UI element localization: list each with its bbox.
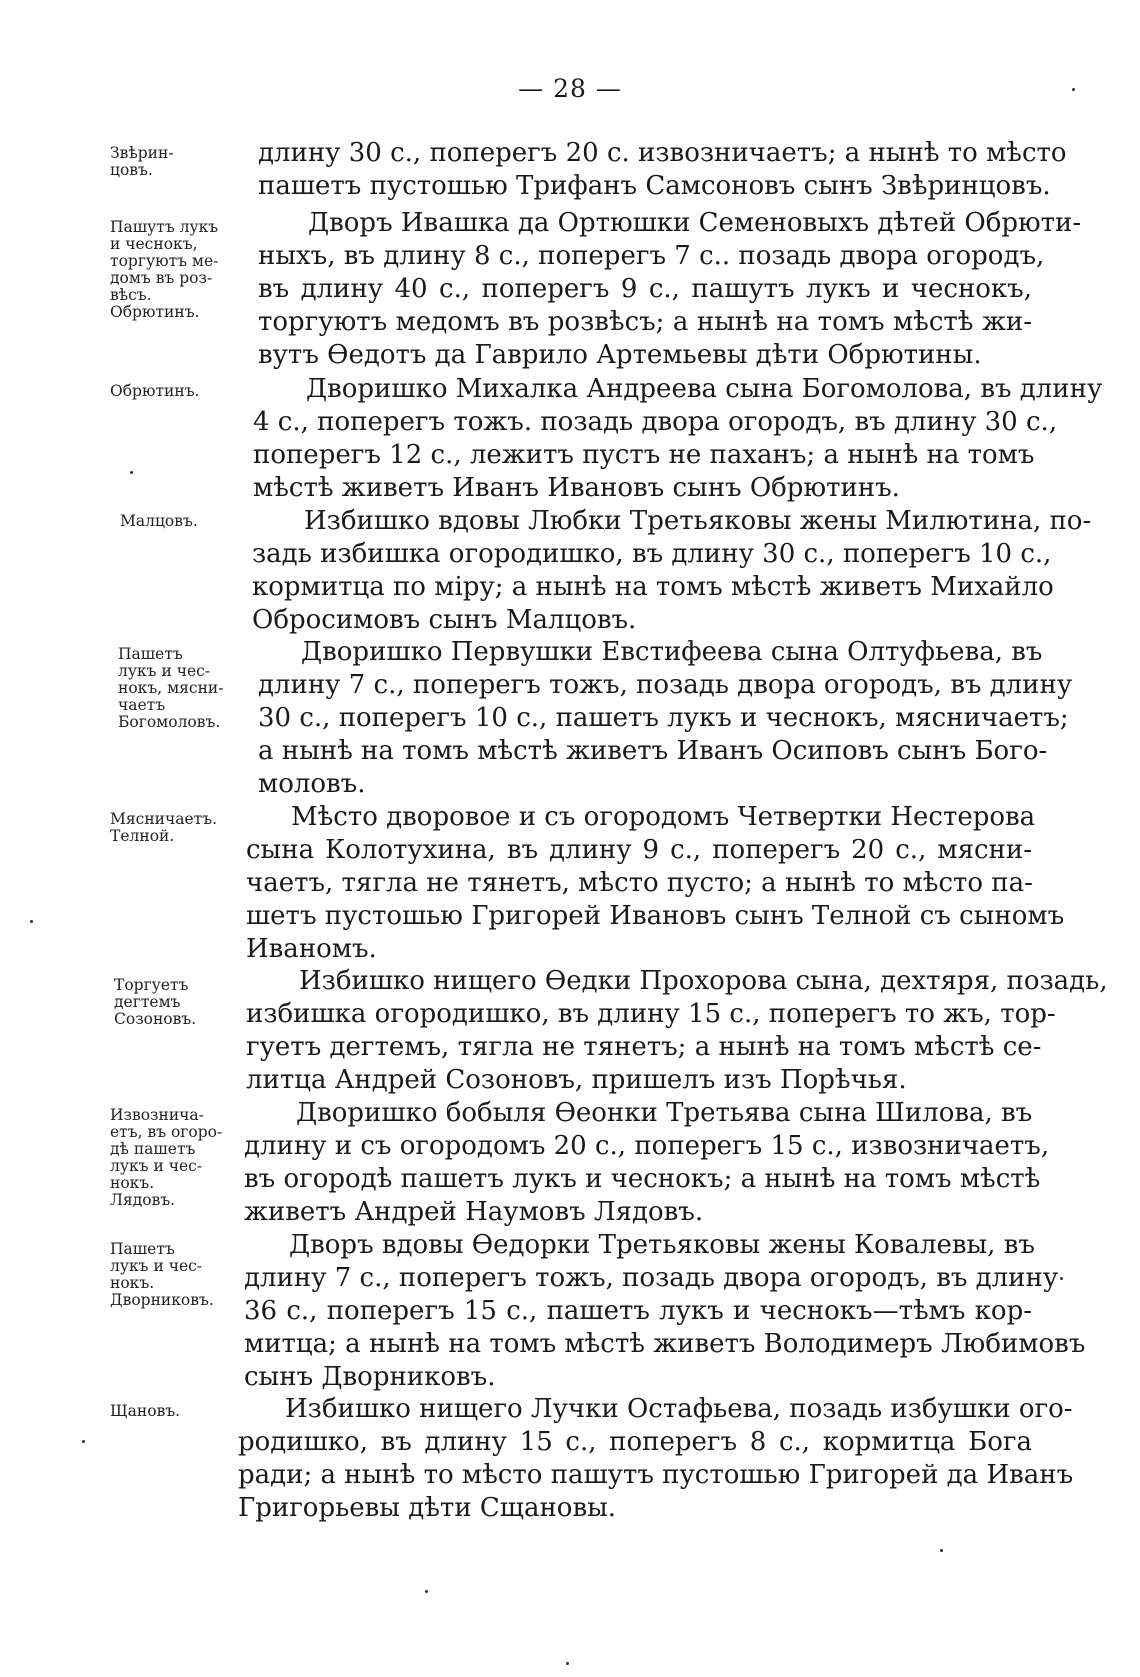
entry-text [258, 207, 1082, 372]
margin-line: етъ, въ огоро- [110, 1123, 223, 1141]
margin-line: дѣ пашетъ [110, 1140, 196, 1158]
entry-text [244, 1229, 1086, 1394]
margin-line: Звѣрин- [110, 144, 174, 162]
text-line: задь избишка огородишко, въ длину 30 с., поперегъ 10 с., [252, 539, 1052, 569]
margin-line: вѣсъ. [110, 286, 152, 304]
text-line: мѣстѣ живетъ Иванъ Ивановъ сынъ Обрютинъ. [253, 473, 900, 503]
margin-line: Дворниковъ. [110, 1291, 214, 1309]
margin-line: Созоновъ. [114, 1010, 197, 1028]
text-line: сынъ Дворниковъ. [244, 1362, 496, 1392]
margin-line: Пашутъ лукъ [110, 218, 219, 236]
margin-line: лукъ и чес- [110, 1257, 203, 1275]
text-line: длину и съ огородомъ 20 с., поперегъ 15 с., извозничаетъ, [244, 1131, 1050, 1161]
text-line: длину 7 с., поперегъ тожъ, позадь двора огородъ, въ длину [258, 670, 1073, 700]
entry-text [246, 801, 1065, 966]
scan-speck [1060, 1277, 1063, 1280]
margin-line: Извознича- [110, 1106, 204, 1124]
margin-line: и чеснокъ, [110, 235, 198, 253]
text-line: 30 с., поперегъ 10 с., пашетъ лукъ и чеснокъ, мясничаетъ; [258, 703, 1069, 733]
scan-speck [425, 1590, 428, 1593]
entry-text [253, 373, 1103, 505]
margin-line: нокъ, мясни- [118, 679, 224, 697]
margin-note [110, 1403, 242, 1420]
margin-line: Мясничаетъ. [110, 810, 218, 828]
margin-note [110, 811, 242, 845]
text-line: Дворишко бобыля Ѳеонки Третьява сына Шилова, въ [296, 1098, 1033, 1128]
entry-text [246, 965, 1108, 1097]
text-line: Мѣсто дворовое и съ огородомъ Четвертки Нестерова [291, 802, 1036, 832]
margin-line: Пашетъ [110, 1240, 175, 1258]
text-line: Избишко вдовы Любки Третьяковы жены Милютина, по- [304, 506, 1092, 536]
text-line: митца; а нынѣ на томъ мѣстѣ живетъ Володимеръ Любимовъ [244, 1329, 1086, 1359]
margin-note [110, 145, 242, 179]
entry-text [238, 1393, 1074, 1525]
margin-line: Малцовъ. [120, 512, 198, 530]
text-line: избишка огородишко, въ длину 15 с., поперегъ то жъ, тор- [246, 999, 1056, 1029]
text-line: гуетъ дегтемъ, тягла не тянетъ; а нынѣ на томъ мѣстѣ се- [246, 1032, 1042, 1062]
margin-line: лукъ и чес- [110, 1157, 203, 1175]
text-line: пашетъ пустошью Трифанъ Самсоновъ сынъ Звѣринцовъ. [258, 171, 1051, 201]
scan-speck [30, 920, 33, 923]
margin-line: Лядовъ. [110, 1191, 176, 1209]
text-line: Дворъ Ивашка да Ортюшки Семеновыхъ дѣтей Обрюти- [308, 208, 1082, 238]
entry-text [244, 1097, 1050, 1229]
scan-speck [82, 1440, 85, 1443]
text-line: ради; а нынѣ то мѣсто пашутъ пустошью Григорей да Иванъ [238, 1460, 1074, 1490]
text-line: вутъ Ѳедотъ да Гаврило Артемьевы дѣти Обрютины. [258, 340, 982, 370]
entry-text [258, 636, 1073, 801]
margin-line: домъ въ роз- [110, 269, 213, 287]
text-line: длину 7 с., поперегъ тожъ, позадь двора огородъ, въ длину [244, 1263, 1059, 1293]
margin-line: Пашетъ [118, 645, 183, 663]
text-line: въ длину 40 с., поперегъ 9 с., пашутъ лукъ и чеснокъ, [258, 274, 1032, 304]
text-line: Обросимовъ сынъ Малцовъ. [252, 605, 637, 635]
margin-line: Щановъ. [110, 1402, 181, 1420]
margin-note [110, 383, 242, 400]
scan-speck [130, 471, 133, 474]
scan-speck [566, 1662, 569, 1665]
text-line: Избишко нищего Лучки Остафьева, позадь избушки ого- [285, 1394, 1073, 1424]
text-line: а нынѣ на томъ мѣстѣ живетъ Иванъ Осиповъ сынъ Бого- [258, 736, 1048, 766]
text-line: кормитца по міру; а нынѣ на томъ мѣстѣ живетъ Михайло [252, 572, 1054, 602]
margin-note [114, 977, 246, 1028]
text-line: Дворишко Первушки Евстифеева сына Олтуфьева, въ [301, 637, 1043, 667]
text-line: сына Колотухина, въ длину 9 с., поперегъ 20 с., мясни- [246, 835, 1032, 865]
margin-line: Богомоловъ. [118, 713, 221, 731]
margin-line: нокъ. [110, 1174, 155, 1192]
text-line: шетъ пустошью Григорей Ивановъ сынъ Телной съ сыномъ [246, 901, 1065, 931]
margin-note [120, 513, 252, 530]
text-line: торгуютъ медомъ въ розвѣсъ; а нынѣ на томъ мѣстѣ жи- [258, 307, 1032, 337]
margin-line: Торгуетъ [114, 976, 189, 994]
scan-speck [940, 1549, 943, 1552]
text-line: ныхъ, въ длину 8 с., поперегъ 7 с.. позадь двора огородъ, [258, 241, 1045, 271]
margin-line: дегтемъ [114, 993, 181, 1011]
text-line: моловъ. [258, 769, 366, 799]
margin-line: чаетъ [118, 696, 166, 714]
text-line: 36 с., поперегъ 15 с., пашетъ лукъ и чеснокъ—тѣмъ кор- [244, 1296, 1032, 1326]
text-line: длину 30 с., поперегъ 20 с. извозничаетъ; а нынѣ то мѣсто [258, 138, 1067, 168]
margin-note [110, 219, 242, 321]
text-line: живетъ Андрей Наумовъ Лядовъ. [244, 1197, 704, 1227]
text-line: литца Андрей Созоновъ, пришелъ изъ Порѣчья. [246, 1065, 907, 1095]
text-line: Иваномъ. [246, 934, 377, 964]
margin-line: лукъ и чес- [118, 662, 211, 680]
page-number: — 28 — [518, 74, 622, 103]
text-line: родишко, въ длину 15 с., поперегъ 8 с., кормитца Бога [238, 1427, 1032, 1457]
margin-line: Обрютинъ. [110, 382, 200, 400]
text-line: Дворишко Михалка Андреева сына Богомолова, въ длину [306, 374, 1103, 404]
margin-line: цовъ. [110, 161, 153, 179]
margin-note [110, 1107, 242, 1209]
margin-note [118, 646, 250, 731]
text-line: Дворъ вдовы Ѳедорки Третьяковы жены Ковалевы, въ [289, 1230, 1035, 1260]
scan-speck [1072, 88, 1075, 91]
margin-line: Телной. [110, 827, 175, 845]
text-line: Григорьевы дѣти Сщановы. [238, 1493, 617, 1523]
text-line: поперегъ 12 с., лежитъ пустъ не паханъ; а нынѣ на томъ [253, 440, 1035, 470]
entry-text [258, 137, 1067, 203]
margin-line: Обрютинъ. [110, 303, 200, 321]
entry-text [252, 505, 1092, 637]
text-line: Избишко нищего Ѳедки Прохорова сына, дехтяря, позадь, [299, 966, 1108, 996]
text-line: 4 с., поперегъ тожъ. позадь двора огородъ, въ длину 30 с., [253, 407, 1058, 437]
margin-line: торгуютъ ме- [110, 252, 219, 270]
margin-line: нокъ. [110, 1274, 155, 1292]
text-line: чаетъ, тягла не тянетъ, мѣсто пусто; а нынѣ то мѣсто па- [246, 868, 1033, 898]
margin-note [110, 1241, 242, 1309]
text-line: въ огородѣ пашетъ лукъ и чеснокъ; а нынѣ на томъ мѣстѣ [244, 1164, 1041, 1194]
